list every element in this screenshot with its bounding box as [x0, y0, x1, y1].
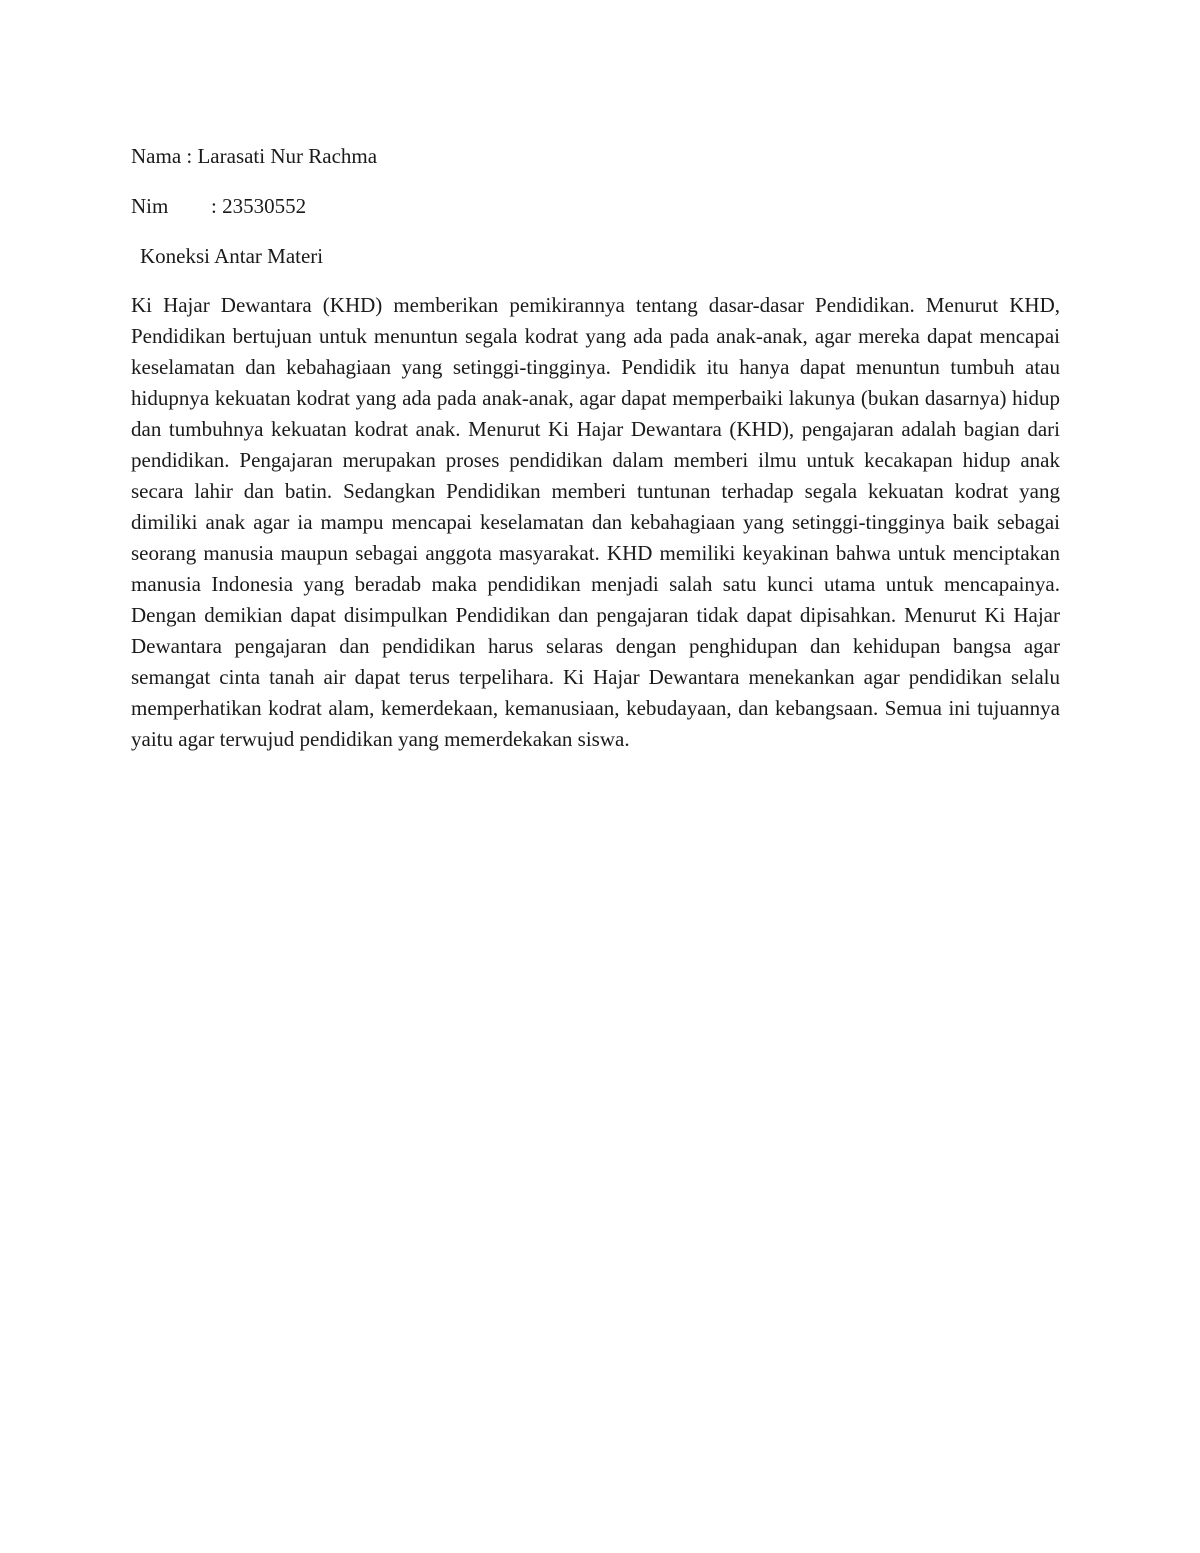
student-nim-line: [131, 190, 1060, 222]
nim-label: Nim: [131, 194, 169, 218]
document-heading: Koneksi Antar Materi: [140, 244, 324, 268]
student-name-line: Nama : Larasati Nur Rachma: [131, 144, 378, 168]
document-body: [131, 140, 1060, 755]
body-paragraph: Ki Hajar Dewantara (KHD) memberikan pemikirannya tentang dasar-dasar Pendidikan. Menurut KHD, Pendidikan bertujuan untuk menuntun segala kodrat yang ada pada anak-anak, agar mereka dapat mencapai keselamatan dan kebahagiaan yang setinggi-tingginya. Pendidik itu hanya dapat menuntun tumbuh atau hidupnya kekuatan kodrat yang ada pada anak-anak, agar dapat memperbaiki lakunya (bukan dasarnya) hidup dan tumbuhnya kekuatan kodrat anak. Menurut Ki Hajar Dewantara (KHD), pengajaran adalah bagian dari pendidikan. Pengajaran merupakan proses pendidikan dalam memberi ilmu untuk kecakapan hidup anak secara lahir dan batin. Sedangkan Pendidikan memberi tuntunan terhadap segala kekuatan kodrat yang dimiliki anak agar ia mampu mencapai keselamatan dan kebahagiaan yang setinggi-tingginya baik sebagai seorang manusia maupun sebagai anggota masyarakat. KHD memiliki keyakinan bahwa untuk menciptakan manusia Indonesia yang beradab maka pendidikan menjadi salah satu kunci utama untuk mencapainya. Dengan demikian dapat disimpulkan Pendidikan dan pengajaran tidak dapat dipisahkan. Menurut Ki Hajar Dewantara pengajaran dan pendidikan harus selaras dengan penghidupan dan kehidupan bangsa agar semangat cinta tanah air dapat terus terpelihara. Ki Hajar Dewantara menekankan agar pendidikan selalu memperhatikan kodrat alam, kemerdekaan, kemanusiaan, kebudayaan, dan kebangsaan. Semua ini tujuannya yaitu agar terwujud pendidikan yang memerdekakan siswa.: [131, 293, 1060, 751]
nim-value: : 23530552: [211, 194, 307, 218]
